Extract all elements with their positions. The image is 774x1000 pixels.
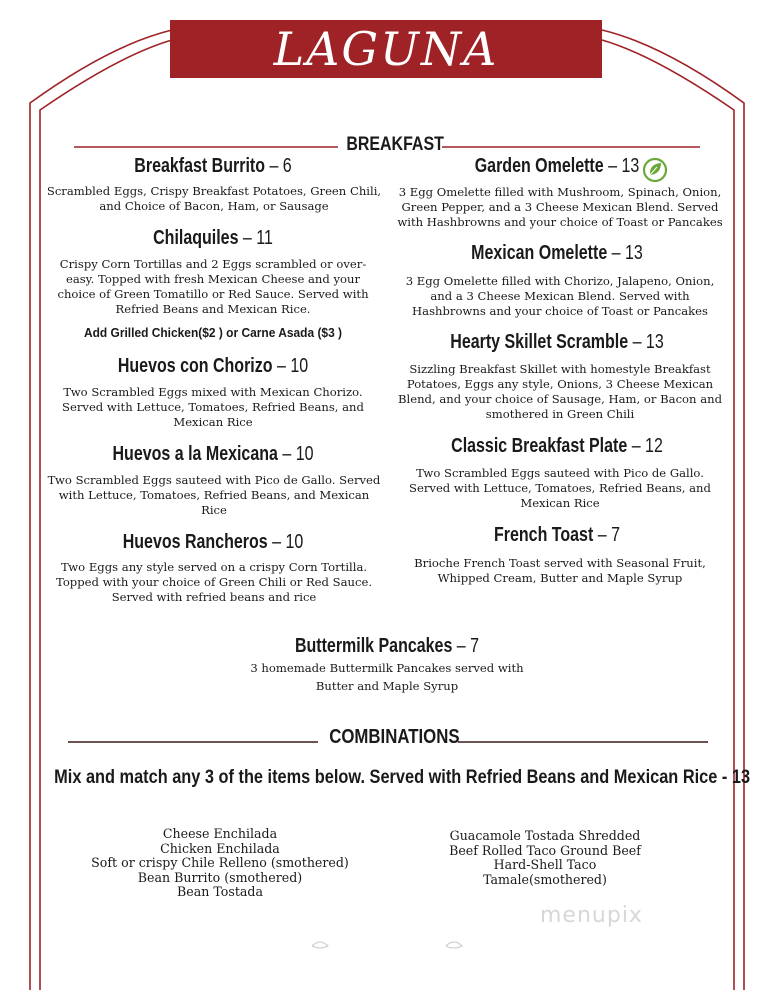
item-description: 3 Egg Omelette filled with Mushroom, Spinach, Onion, Green Pepper, and a 3 Cheese Mexican Blend. Served with Hashbrowns and your choice of Toast or Pancakes [397, 185, 723, 229]
combo-item: Guacamole Tostada Shredded [449, 828, 641, 843]
menu-item-title [73, 531, 353, 554]
combo-item: Hard-Shell Taco [493, 857, 597, 872]
combo-list-right [410, 829, 680, 887]
item-description: Two Scrambled Eggs sauteed with Pico de Gallo. Served with Lettuce, Tomatoes, Refried Beans, and Mexican Rice [47, 473, 381, 517]
item-name: Chilaquiles [153, 227, 239, 249]
item-description: Scrambled Eggs, Crispy Breakfast Potatoes, Green Chili, and Choice of Bacon, Ham, or Sausage [46, 184, 382, 213]
item-name: Breakfast Burrito [134, 155, 265, 177]
bottom-ornament-left [312, 942, 328, 948]
item-description: 3 Egg Omelette filled with Chorizo, Jalapeno, Onion, and a 3 Cheese Mexican Blend. Served with Hashbrowns and your choice of Toast or Pancakes [405, 274, 715, 318]
combo-item: Bean Tostada [177, 884, 263, 899]
menu-item-title [73, 227, 353, 250]
menu-item-title [417, 242, 697, 265]
combo-item: Soft or crispy Chile Relleno (smothered) [91, 855, 349, 870]
item-description: Crispy Corn Tortillas and 2 Eggs scrambled or over-easy. Topped with fresh Mexican Cheese and your choice of Green Tomatillo or Red Sauce. Served with Refried Beans and Mexican Rice. [57, 257, 369, 316]
combo-item: Bean Burrito (smothered) [137, 869, 303, 885]
menu-item-title [73, 443, 353, 466]
combo-item: Beef Rolled Taco Ground Beef [449, 842, 641, 858]
item-price: – 6 [269, 155, 292, 177]
item-description: Two Scrambled Eggs sauteed with Pico de Gallo. Served with Lettuce, Tomatoes, Refried Beans, and Mexican Rice [409, 466, 711, 510]
item-description: Two Scrambled Eggs mixed with Mexican Chorizo. Served with Lettuce, Tomatoes, Refried Beans, and Mexican Rice [62, 385, 364, 429]
item-name: Huevos con Chorizo [117, 355, 273, 377]
item-price: – 13 [608, 155, 640, 177]
item-price: – 12 [631, 435, 663, 457]
item-price: – 13 [632, 331, 664, 353]
item-price: – 7 [597, 524, 620, 546]
item-name: French Toast [494, 524, 594, 546]
item-price: – 10 [276, 355, 309, 377]
bottom-ornament-right [446, 942, 462, 948]
leaf-icon [640, 156, 670, 182]
menu-item-title [417, 331, 697, 354]
item-name: Buttermilk Pancakes [294, 635, 453, 657]
item-price: – 7 [456, 635, 480, 657]
item-name: Mexican Omelette [471, 242, 608, 264]
item-name: Huevos Rancheros [122, 531, 268, 553]
item-price: – 13 [611, 242, 643, 264]
combinations-intro: Mix and match any 3 of the items below. Served with Refried Beans and Mexican Rice - 13 [54, 767, 751, 788]
title-banner [170, 20, 602, 78]
combo-item: Chicken Enchilada [160, 840, 280, 856]
item-price: – 10 [272, 531, 304, 553]
item-price: – 11 [242, 227, 273, 249]
combo-item: Cheese Enchilada [162, 826, 278, 841]
combo-list-left [80, 827, 360, 900]
item-name: Garden Omelette [474, 155, 604, 177]
menu-item-title [73, 155, 353, 178]
item-description-line2: Butter and Maple Syrup [315, 679, 459, 693]
chilaquiles-addon: Add Grilled Chicken($2 ) or Carne Asada ($3 ) [83, 325, 343, 340]
item-name: Classic Breakfast Plate [451, 435, 628, 457]
watermark: menupix [540, 903, 643, 928]
breakfast-header: BREAKFAST [346, 134, 444, 155]
item-description-line1: 3 homemade Buttermilk Pancakes served with [250, 661, 524, 675]
restaurant-name: LAGUNA [273, 22, 499, 76]
menu-item-title [73, 355, 353, 378]
item-description: Sizzling Breakfast Skillet with homestyle Breakfast Potatoes, Eggs any style, Onions, 3 Cheese Mexican Blend, and your choice of Sausage, Ham, or Bacon and smothered in Green Chili [398, 362, 722, 421]
item-name: Huevos a la Mexicana [112, 443, 278, 465]
menu-item-title [417, 524, 697, 547]
item-description: Two Eggs any style served on a crispy Corn Tortilla. Topped with your choice of Green Chili or Red Sauce. Served with refried beans and rice [55, 560, 373, 604]
item-price: – 10 [282, 443, 314, 465]
item-description: Brioche French Toast served with Seasonal Fruit, Whipped Cream, Butter and Maple Syrup [414, 556, 706, 585]
menu-item-title [417, 435, 697, 458]
menu-item-title [247, 635, 527, 658]
combinations-header: COMBINATIONS [329, 726, 460, 748]
item-name: Hearty Skillet Scramble [450, 331, 629, 353]
combo-item: Tamale(smothered) [483, 871, 607, 887]
